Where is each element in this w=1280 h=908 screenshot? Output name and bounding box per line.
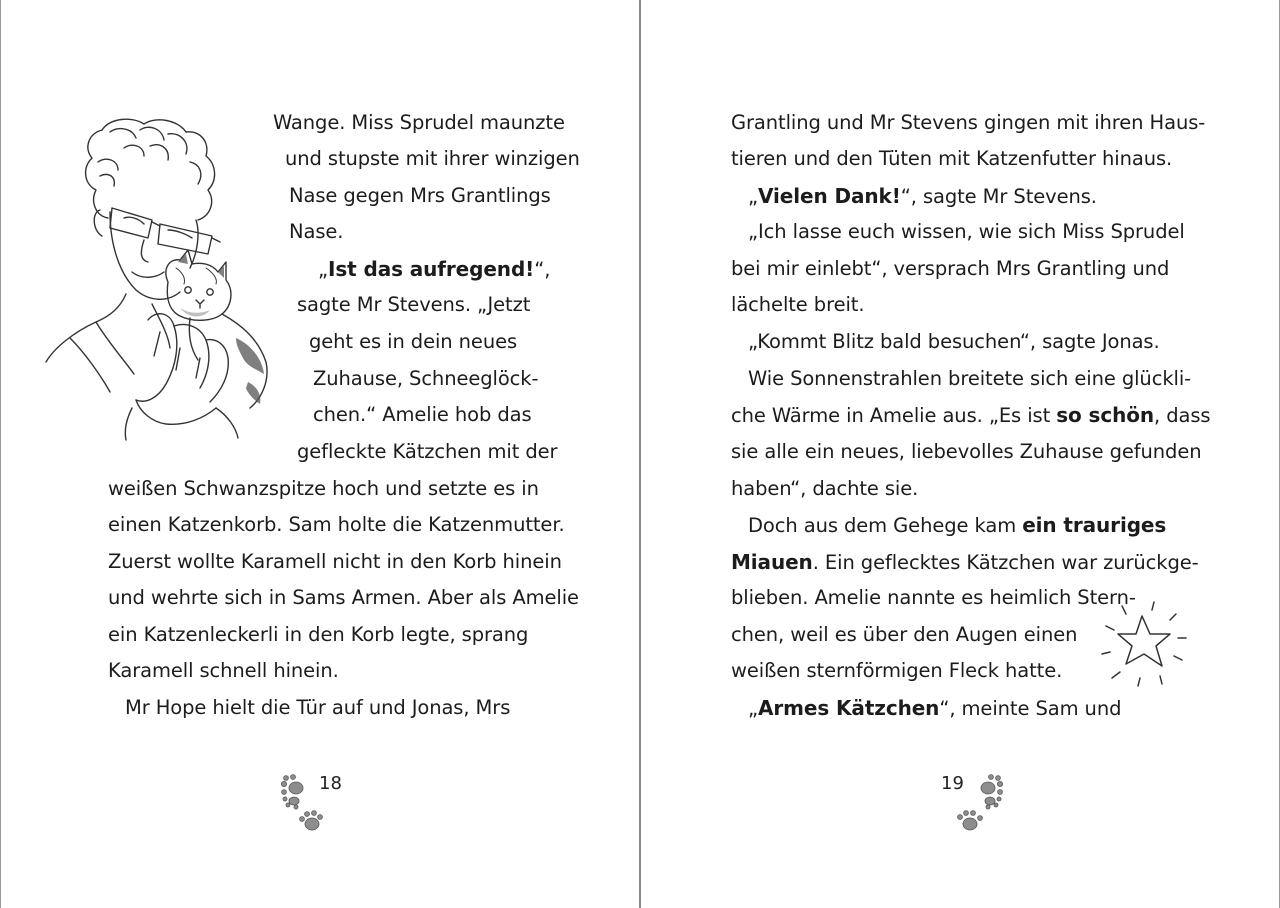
left-line-16: Karamell schnell hinein.: [108, 659, 339, 682]
right-line-12: Doch aus dem Gehege kam ein trauriges: [748, 513, 1167, 537]
left-line-12: einen Katzenkorb. Sam holte die Katzenmutter.: [108, 513, 565, 536]
right-line-6: lächelte breit.: [731, 293, 865, 316]
right-line-13: Miauen. Ein geflecktes Kätzchen war zurückge-: [731, 550, 1199, 574]
left-line-14: und wehrte sich in Sams Armen. Aber als Amelie: [108, 586, 579, 609]
page-number-left: 18: [319, 773, 342, 794]
left-line-2: und stupste mit ihrer winzigen: [285, 147, 580, 170]
book-gutter: [639, 0, 641, 908]
paw-prints-icon: [952, 774, 1008, 838]
right-line-9: che Wärme in Amelie aus. „Es ist so schön, dass: [731, 403, 1211, 427]
left-line-8: Zuhause, Schneeglöck-: [313, 367, 539, 390]
left-line-3: Nase gegen Mrs Grantlings: [289, 184, 551, 207]
left-line-13: Zuerst wollte Karamell nicht in den Korb hinein: [108, 550, 562, 573]
right-line-7: „Kommt Blitz bald besuchen“, sagte Jonas.: [748, 330, 1160, 353]
right-line-1: Grantling und Mr Stevens gingen mit ihren Haus-: [731, 111, 1206, 134]
left-line-11: weißen Schwanzspitze hoch und setzte es in: [108, 477, 539, 500]
right-line-17: „Armes Kätzchen“, meinte Sam und: [748, 696, 1122, 720]
man-holding-kitten-illustration: [40, 112, 280, 442]
right-line-3: „Vielen Dank!“, sagte Mr Stevens.: [748, 184, 1097, 208]
left-line-15: ein Katzenleckerli in den Korb legte, sprang: [108, 623, 529, 646]
right-line-11: haben“, dachte sie.: [731, 477, 919, 500]
left-line-1: Wange. Miss Sprudel maunzte: [273, 111, 565, 134]
right-line-15: chen, weil es über den Augen einen: [731, 623, 1078, 646]
right-line-16: weißen sternförmigen Fleck hatte.: [731, 659, 1063, 682]
left-line-5: „Ist das aufregend!“,: [318, 257, 551, 281]
left-line-17: Mr Hope hielt die Tür auf und Jonas, Mrs: [125, 696, 511, 719]
right-line-4: „Ich lasse euch wissen, wie sich Miss Sprudel: [748, 220, 1185, 243]
right-line-10: sie alle ein neues, liebevolles Zuhause gefunden: [731, 440, 1202, 463]
left-line-9: chen.“ Amelie hob das: [313, 403, 532, 426]
page-number-right: 19: [941, 773, 964, 794]
right-line-2: tieren und den Tüten mit Katzenfutter hinaus.: [731, 147, 1173, 170]
right-line-8: Wie Sonnenstrahlen breitete sich eine glückli-: [748, 367, 1192, 390]
left-line-10: gefleckte Kätzchen mit der: [297, 440, 558, 463]
left-line-4: Nase.: [289, 220, 344, 243]
right-line-14: blieben. Amelie nannte es heimlich Stern-: [731, 586, 1136, 609]
star-doodle: [1098, 598, 1190, 690]
left-line-6: sagte Mr Stevens. „Jetzt: [297, 293, 531, 316]
page-edge-left: [0, 0, 1, 908]
left-line-7: geht es in dein neues: [309, 330, 518, 353]
right-line-5: bei mir einlebt“, versprach Mrs Grantling und: [731, 257, 1170, 280]
